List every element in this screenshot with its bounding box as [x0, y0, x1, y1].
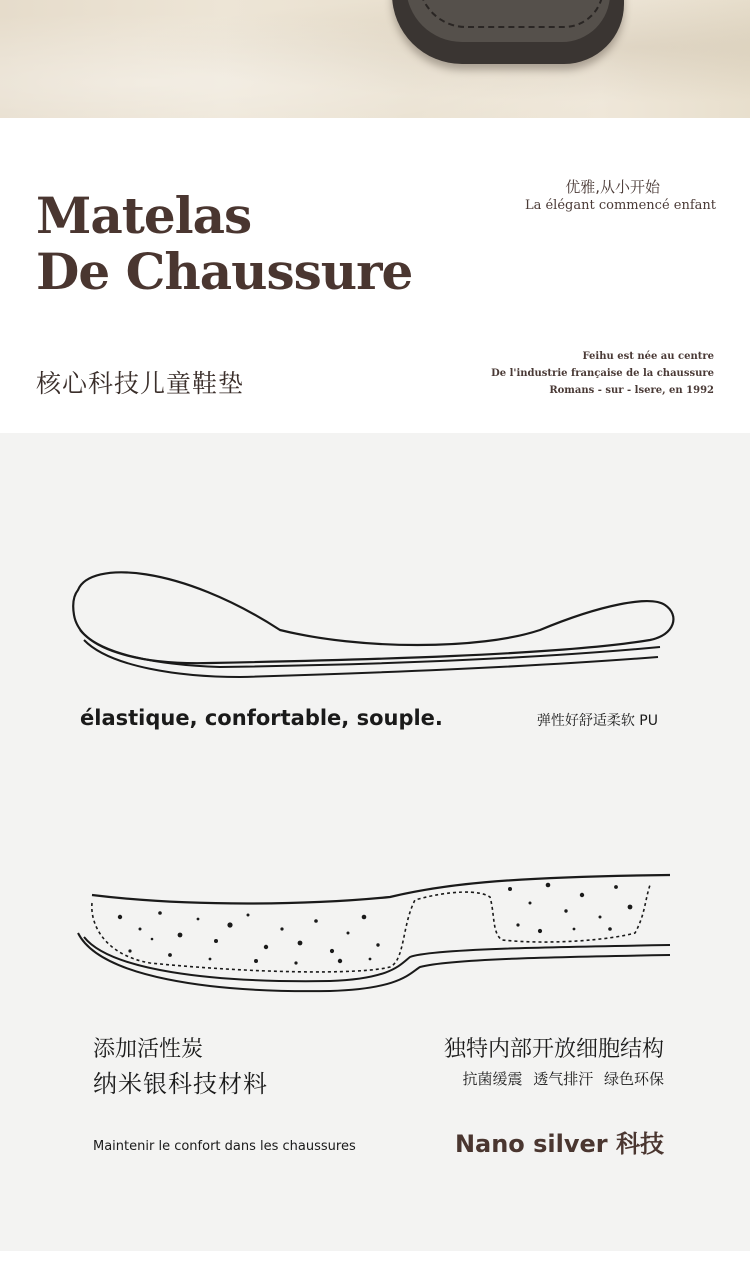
product-photo	[0, 0, 750, 118]
bottom-strip	[0, 1251, 750, 1283]
elastic-caption-fr: élastique, confortable, souple.	[80, 706, 443, 730]
carbon-particles	[118, 883, 633, 965]
title-line-2: De Chaussure	[36, 242, 413, 301]
fabric-background	[0, 0, 750, 118]
elastic-caption-cn: 弹性好舒适柔软 PU	[536, 713, 658, 729]
shoe-stitching	[418, 0, 604, 28]
brand-note-line-2: De l'industrie française de la chaussure	[491, 368, 714, 379]
benefits-caption: 抗菌缓震 透气排汗 绿色环保	[462, 1070, 664, 1088]
carbon-caption: 添加活性炭	[93, 1037, 204, 1062]
crosssection-bottom-line	[78, 933, 670, 991]
header-section	[0, 118, 750, 433]
tagline-fr: La élégant commencé enfant	[524, 198, 716, 213]
nano-silver-heading: Nano silver 科技	[454, 1130, 664, 1158]
brand-note-line-1: Feihu est née au centre	[582, 351, 714, 362]
insole-top-outline	[73, 572, 673, 663]
shoe-image	[392, 0, 624, 64]
tagline-cn: 优雅,从小开始	[565, 178, 660, 196]
insole-outline-illustration	[60, 555, 690, 685]
insole-crosssection-illustration	[70, 855, 680, 1005]
comfort-caption-fr: Maintenir le confort dans les chaussures	[93, 1139, 356, 1154]
title-line-1: Matelas	[36, 186, 252, 245]
open-cell-caption: 独特内部开放细胞结构	[443, 1037, 664, 1062]
subtitle: 核心科技儿童鞋垫	[36, 369, 245, 398]
brand-note-line-3: Romans - sur - lsere, en 1992	[549, 385, 714, 396]
crosssection-top-line	[92, 875, 670, 904]
nano-silver-caption: 纳米银科技材料	[93, 1070, 268, 1098]
